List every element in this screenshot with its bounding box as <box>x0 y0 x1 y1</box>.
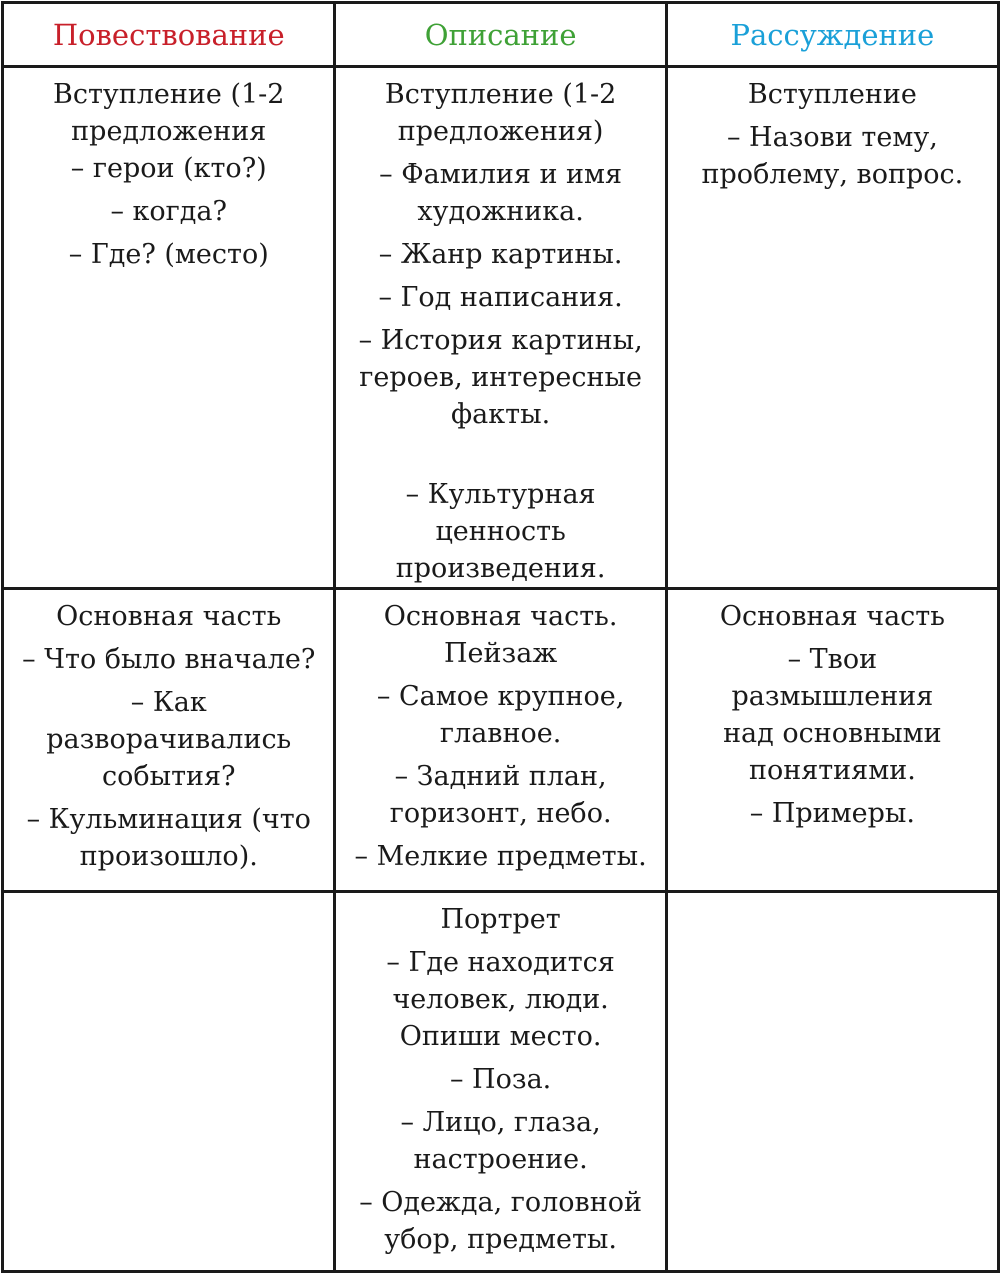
main-row <box>3 589 999 892</box>
cell-text-line: героев, интересные <box>359 362 642 393</box>
header-text: Повествование <box>52 17 285 52</box>
cell-text-line: предложения) <box>397 116 604 147</box>
cell-text-line: убор, предметы. <box>384 1224 617 1255</box>
header-text: Описание <box>424 17 577 52</box>
cell-main-reasoning <box>666 589 998 892</box>
cell-text-line: – Культурная <box>405 479 596 510</box>
cell-text-line: – Мелкие предметы. <box>354 841 647 872</box>
cell-text-line: Основная часть. <box>383 601 618 632</box>
cell-text-line: Основная часть <box>56 601 282 632</box>
cell-text-line: – Год написания. <box>378 282 623 313</box>
essay-plan-table <box>1 1 1000 1273</box>
cell-text-line: Вступление (1-2 <box>53 79 285 110</box>
cell-text-line: размышления <box>731 681 934 712</box>
cell-text-line: предложения <box>71 116 267 147</box>
cell-text-line: главное. <box>439 718 562 749</box>
cell-text-line: горизонт, небо. <box>389 798 612 829</box>
cell-text-line: Основная часть <box>719 601 945 632</box>
cell-intro-description <box>335 67 666 589</box>
cell-text-line: – Назови тему, <box>726 122 938 153</box>
cell-text-line: настроение. <box>413 1144 588 1175</box>
portrait-row <box>3 892 999 1272</box>
cell-text-line: – Где находится <box>386 947 615 978</box>
cell-text-line: – Примеры. <box>749 798 915 829</box>
cell-text-line: – История картины, <box>358 325 643 356</box>
cell-text-line: – Твои <box>787 644 878 675</box>
header-narration <box>3 3 335 67</box>
cell-text-line: события? <box>101 761 236 792</box>
cell-empty-right <box>666 892 998 1272</box>
cell-text-line: Портрет <box>440 904 561 935</box>
header-description <box>335 3 666 67</box>
cell-empty-left <box>3 892 335 1272</box>
cell-text-line: Вступление (1-2 <box>384 79 617 110</box>
cell-text-line: – Кульминация (что <box>26 804 311 835</box>
cell-text-line: понятиями. <box>748 755 916 786</box>
cell-text-line: – герои (кто?) <box>70 153 267 184</box>
cell-text-line: Пейзаж <box>444 638 558 669</box>
blank-line <box>336 433 664 470</box>
cell-main-narration <box>3 589 335 892</box>
header-text: Рассуждение <box>730 17 935 52</box>
intro-row <box>3 67 999 589</box>
cell-text-line: произошло). <box>79 841 258 872</box>
cell-text-line: – Где? (место) <box>68 239 269 270</box>
cell-intro-reasoning <box>666 67 998 589</box>
cell-text-line: Вступление <box>747 79 917 110</box>
cell-text-line: разворачивались <box>46 724 292 755</box>
cell-text-line: – Фамилия и имя <box>379 159 623 190</box>
cell-text-line: – Самое крупное, <box>376 681 625 712</box>
cell-text-line: – Поза. <box>449 1064 552 1095</box>
cell-text-line: – когда? <box>110 196 228 227</box>
header-reasoning <box>666 3 998 67</box>
cell-text-line: – Одежда, головной <box>359 1187 643 1218</box>
cell-portrait-description <box>335 892 666 1272</box>
cell-text-line: – Что было вначале? <box>22 644 316 675</box>
cell-text-line: – Как <box>130 687 207 718</box>
cell-text-line: над основными <box>723 718 942 749</box>
cell-text-line: факты. <box>451 399 551 430</box>
cell-text-line: художника. <box>417 196 584 227</box>
cell-text-line: произведения. <box>395 553 606 584</box>
cell-text-line: Опиши место. <box>399 1021 602 1052</box>
cell-intro-narration <box>3 67 335 589</box>
cell-text-line: человек, люди. <box>392 984 609 1015</box>
cell-text-line: – Лицо, глаза, <box>400 1107 601 1138</box>
cell-text-line: ценность <box>435 516 566 547</box>
header-row <box>3 3 999 67</box>
cell-main-description <box>335 589 666 892</box>
cell-text-line: – Задний план, <box>394 761 607 792</box>
cell-text-line: проблему, вопрос. <box>701 159 964 190</box>
cell-text-line: – Жанр картины. <box>378 239 623 270</box>
